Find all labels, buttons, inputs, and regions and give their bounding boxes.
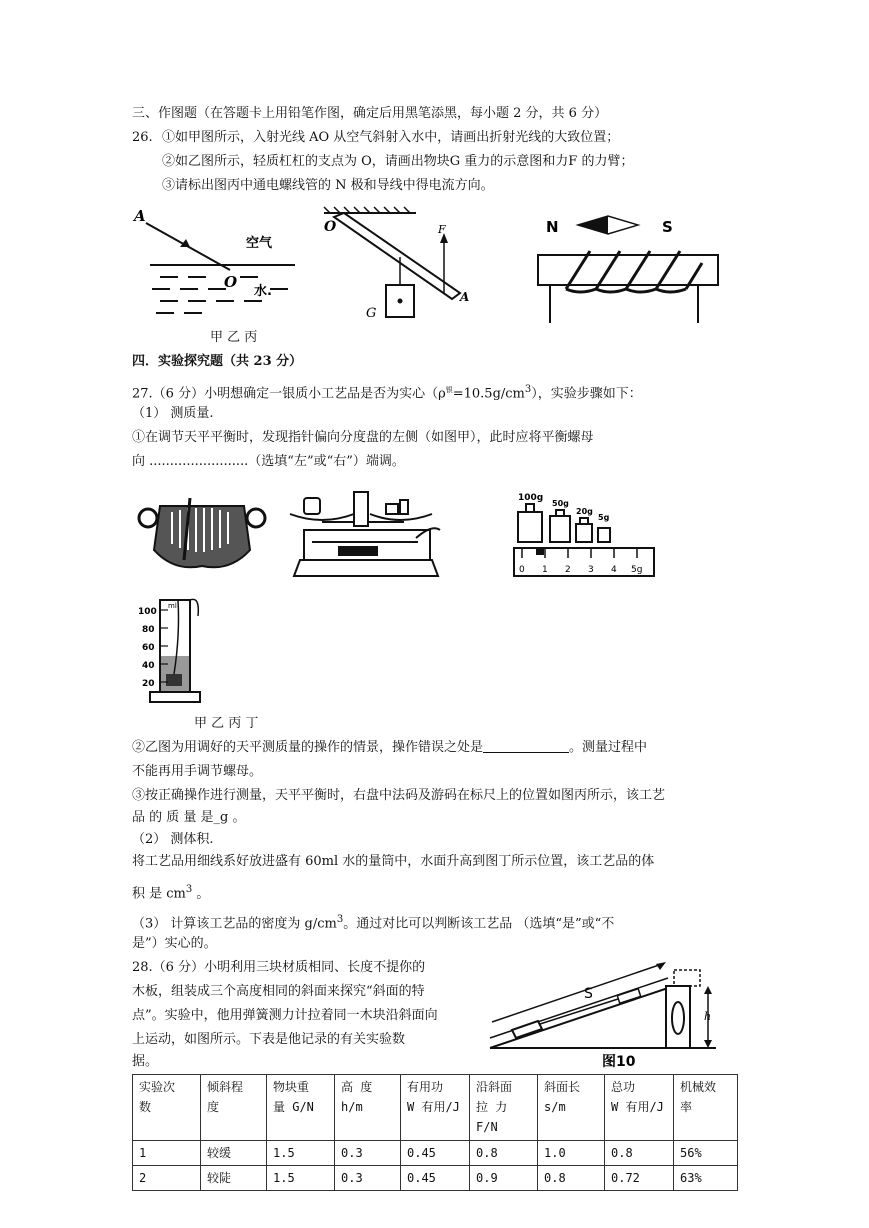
header-eff-l1: 机械效 [680, 1080, 717, 1094]
header-pull-force [470, 1075, 538, 1141]
answer-blank[interactable] [483, 738, 569, 753]
step3-line1 [132, 910, 614, 934]
q27-intro [132, 380, 642, 404]
step1-c-line1: ③按正确操作进行测量，天平平衡时，右盘中法码及游码在标尺上的位置如图丙所示，该工艺 [132, 788, 666, 803]
step1-b-line2: 不能再用手调节螺母。 [132, 764, 263, 779]
ruler-tick-0: 0 [519, 565, 525, 575]
header-trial-l2: 数 [139, 1100, 152, 1114]
label-o: O [224, 273, 238, 291]
table-cell: 较陡 [201, 1166, 267, 1191]
weights-ruler-figure [510, 486, 660, 580]
step1-c-line2: 品 的 质 量 是_g 。 [132, 810, 246, 825]
q27-intro-b: =10.5g/cm [452, 386, 525, 402]
header-useful-l1: 有用功 [407, 1080, 444, 1094]
pointer-scale-figure [138, 486, 266, 586]
step2-line2-a: 积 是 cm [132, 886, 186, 902]
table-row [133, 1166, 738, 1191]
cylinder-tick-80: 80 [142, 625, 155, 635]
lever-label-o: O [324, 219, 337, 235]
lever-label-a: A [460, 290, 470, 304]
table-cell: 0.8 [538, 1166, 605, 1191]
label-water: 水. [254, 284, 272, 299]
step1-a-line1: ①在调节天平平衡时，发现指针偏向分度盘的左侧（如图甲），此时应将平衡螺母 [132, 430, 594, 445]
lever-figure [320, 205, 480, 325]
step2-title: （2） 测体积. [132, 832, 214, 847]
q26-item-3: ③请标出图丙中通电螺线管的 N 极和导线中得电流方向。 [162, 178, 494, 193]
cylinder-tick-100: 100 [138, 607, 157, 617]
table-cell: 0.9 [470, 1166, 538, 1191]
balance-figure [286, 486, 446, 586]
incline-data-table [132, 1074, 738, 1191]
weight-label-100g: 100g [518, 493, 544, 503]
step3-line2: 是”）实心的。 [132, 936, 217, 951]
cylinder-tick-20: 20 [142, 679, 155, 689]
compass-label-s: S [662, 218, 673, 236]
label-air: 空气 [246, 236, 273, 251]
header-length-l1: 斜面长 [544, 1080, 581, 1094]
solenoid-figure [530, 205, 730, 330]
header-height-l1: 高 度 [341, 1080, 373, 1094]
label-s: S [584, 986, 593, 1002]
section4-heading: 四．实验探究题（共 23 分） [132, 354, 303, 369]
table-cell: 2 [133, 1166, 201, 1191]
cylinder-tick-60: 60 [142, 643, 155, 653]
table-header-row [133, 1075, 738, 1141]
step1-title: （1） 测质量. [132, 406, 214, 421]
header-slope [201, 1075, 267, 1141]
cylinder-figure [138, 596, 210, 708]
step2-line1: 将工艺品用细线系好放进盛有 60ml 水的量筒中，水面升高到图丁所示位置，该工艺品的体 [132, 854, 655, 869]
q26-number: 26. [132, 130, 153, 145]
figure-10-label: 图10 [602, 1054, 636, 1070]
header-slope-l1: 倾斜程 [207, 1080, 244, 1094]
header-height-l2: h/m [341, 1100, 363, 1114]
q28-line-2: 木板，组装成三个高度相同的斜面来探究“斜面的特 [132, 984, 425, 999]
q27-intro-a: 27.（6 分）小明想确定一银质小工艺品是否为实心（ρ [132, 386, 446, 402]
figure-caption-1: 甲 乙 丙 [210, 330, 258, 345]
step1-a-line2: 向 ........................（选填“左”或“右”）端调。 [132, 454, 405, 469]
header-length-l2: s/m [544, 1100, 566, 1114]
header-height [335, 1075, 401, 1141]
lever-label-f: F [438, 223, 446, 236]
table-cell: 0.72 [605, 1166, 674, 1191]
step3-sup3: 3 [336, 914, 344, 925]
q27-sup3: 3 [524, 384, 532, 395]
weight-label-50g: 50g [552, 499, 569, 508]
q28-line-3: 点”。实验中，他用弹簧测力计拉着同一木块沿斜面向 [132, 1008, 438, 1023]
cylinder-tick-40: 40 [142, 661, 155, 671]
cylinder-unit: ml [168, 602, 177, 610]
table-cell: 1.0 [538, 1141, 605, 1166]
q26-item-2: ②如乙图所示，轻质杠杠的支点为 O，请画出物块G 重力的示意图和力F 的力臂； [162, 154, 634, 169]
table-cell: 0.8 [470, 1141, 538, 1166]
ruler-tick-5g: 5g [631, 565, 643, 575]
table-cell: 1.5 [267, 1141, 335, 1166]
header-slope-l2: 度 [207, 1100, 220, 1114]
q27-intro-c: ），实验步骤如下： [531, 386, 642, 402]
incline-figure [484, 958, 724, 1070]
lever-label-g: G [366, 306, 377, 321]
table-cell: 63% [674, 1166, 738, 1191]
header-useful-l2: W 有用/J [407, 1100, 460, 1114]
header-eff-l2: 率 [680, 1100, 693, 1114]
q26-item-1: ①如甲图所示，入射光线 AO 从空气斜射入水中，请画出折射光线的大致位置； [162, 130, 620, 145]
ruler-tick-1: 1 [542, 565, 548, 575]
step2-line2-b: 。 [192, 886, 210, 902]
header-weight-l1: 物块重 [273, 1080, 310, 1094]
step2-sup3: 3 [185, 884, 193, 895]
ruler-tick-2: 2 [565, 565, 571, 575]
q28-line-1: 28.（6 分）小明利用三块材质相同、长度不提你的 [132, 960, 426, 975]
weight-label-20g: 20g [576, 507, 593, 516]
step1-b-text-a: ②乙图为用调好的天平测质量的操作的情景，操作错误之处是 [132, 740, 484, 755]
header-length [538, 1075, 605, 1141]
header-useful-work [401, 1075, 470, 1141]
ruler-tick-4: 4 [611, 565, 617, 575]
q28-line-4: 上运动，如图所示。下表是他记录的有关实验数 [132, 1032, 406, 1047]
label-a: A [134, 207, 146, 225]
table-cell: 0.45 [401, 1141, 470, 1166]
step2-line2 [132, 880, 209, 904]
header-weight-l2: 量 G/N [273, 1100, 314, 1114]
table-cell: 56% [674, 1141, 738, 1166]
header-total-work [605, 1075, 674, 1141]
compass-label-n: N [546, 218, 559, 236]
header-pull-l2: 拉 力 [476, 1100, 508, 1114]
ruler-tick-3: 3 [588, 565, 594, 575]
header-efficiency [674, 1075, 738, 1141]
header-total-l1: 总功 [611, 1080, 636, 1094]
table-row [133, 1141, 738, 1166]
step3-text-a: （3） 计算该工艺品的密度为 g/cm [132, 916, 337, 932]
table-cell: 0.45 [401, 1166, 470, 1191]
table-cell: 0.3 [335, 1166, 401, 1191]
header-total-l2: W 有用/J [611, 1100, 664, 1114]
q27-sub-silver: 银 [445, 386, 453, 394]
label-h: h [704, 1010, 712, 1023]
weight-label-5g: 5g [598, 513, 610, 522]
table-cell: 1 [133, 1141, 201, 1166]
table-cell: 1.5 [267, 1166, 335, 1191]
header-pull-l3: F/N [476, 1120, 498, 1134]
section3-heading: 三、作图题（在答题卡上用铅笔作图，确定后用黑笔添黑，每小题 2 分，共 6 分） [132, 106, 608, 121]
table-cell: 0.8 [605, 1141, 674, 1166]
header-trial [133, 1075, 201, 1141]
figure-caption-2: 甲 乙 丙 丁 [194, 716, 259, 731]
q28-line-5: 据。 [132, 1054, 159, 1069]
header-pull-l1: 沿斜面 [476, 1080, 513, 1094]
step1-b-line1 [132, 738, 647, 758]
step1-b-text-b: 。测量过程中 [569, 740, 648, 755]
step3-text-b: 。通过对比可以判断该工艺品 （选填“是”或“不 [343, 916, 615, 932]
table-cell: 较缓 [201, 1141, 267, 1166]
table-cell: 0.3 [335, 1141, 401, 1166]
header-trial-l1: 实验次 [139, 1080, 176, 1094]
header-weight [267, 1075, 335, 1141]
refraction-figure [130, 205, 300, 325]
